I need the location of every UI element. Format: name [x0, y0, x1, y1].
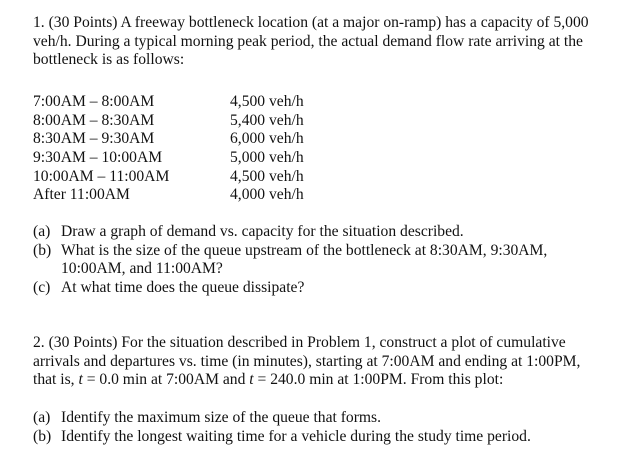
time-period: 10:00AM – 11:00AM — [33, 167, 170, 185]
text-segment: = 240.0 min at 1:00PM. From this plot: — [253, 371, 504, 388]
text-segment: = 0.0 min at 7:00AM and — [82, 371, 250, 388]
time-period: 8:30AM – 9:30AM — [33, 130, 155, 148]
table-row — [33, 186, 613, 205]
flow-rate: 6,000 veh/h — [230, 130, 304, 148]
question-b — [33, 242, 613, 279]
problem-1-statement — [33, 14, 613, 70]
flow-rate: 5,000 veh/h — [230, 149, 304, 167]
question-b — [33, 428, 613, 447]
problem-2-line: 2. (30 Points) For the situation described in Problem 1, construct a plot of cumulative — [33, 334, 566, 351]
problem-1-line: 1. (30 Points) A freeway bottleneck location (at a major on-ramp) has a capacity of 5,000 — [33, 14, 589, 31]
problem-1-questions — [33, 223, 613, 297]
problem-2-line — [33, 371, 613, 390]
time-period: After 11:00AM — [33, 186, 130, 204]
question-a — [33, 409, 613, 428]
time-period: 7:00AM – 8:00AM — [33, 93, 155, 110]
table-row — [33, 168, 613, 187]
question-text: Identify the longest waiting time for a vehicle during the study time period. — [61, 427, 531, 445]
question-label: (b) — [33, 241, 52, 259]
question-a — [33, 223, 613, 242]
time-variable: t — [249, 371, 254, 388]
table-row — [33, 93, 613, 112]
question-text: 10:00AM, and 11:00AM? — [61, 260, 223, 277]
question-text: At what time does the queue dissipate? — [61, 278, 305, 296]
question-text: Identify the maximum size of the queue that forms. — [61, 409, 382, 426]
question-label: (a) — [33, 223, 51, 240]
problem-1-line: bottleneck is as follows: — [33, 51, 185, 68]
problem-2-line: arrivals and departures vs. time (in minutes), starting at 7:00AM and ending at 1:00PM, — [33, 352, 581, 370]
flow-rate: 4,500 veh/h — [230, 167, 304, 185]
table-row — [33, 149, 613, 168]
text-segment: that is, — [33, 371, 79, 388]
question-text: Draw a graph of demand vs. capacity for the situation described. — [61, 223, 464, 240]
problem-1-line: veh/h. During a typical morning peak period, the actual demand flow rate arriving at the — [33, 32, 583, 50]
question-label: (c) — [33, 278, 51, 296]
demand-table — [33, 93, 613, 205]
table-row — [33, 112, 613, 131]
problem-2-questions — [33, 409, 613, 446]
time-period: 8:00AM – 8:30AM — [33, 111, 155, 129]
table-row — [33, 130, 613, 149]
time-variable: t — [78, 371, 83, 388]
flow-rate: 4,000 veh/h — [230, 186, 304, 204]
question-label: (a) — [33, 409, 51, 426]
question-text: What is the size of the queue upstream of the bottleneck at 8:30AM, 9:30AM, — [61, 241, 548, 259]
question-c — [33, 279, 613, 298]
flow-rate: 5,400 veh/h — [230, 111, 304, 129]
question-label: (b) — [33, 427, 52, 445]
problem-2-statement — [33, 334, 613, 390]
flow-rate: 4,500 veh/h — [230, 93, 304, 110]
time-period: 9:30AM – 10:00AM — [33, 149, 163, 167]
